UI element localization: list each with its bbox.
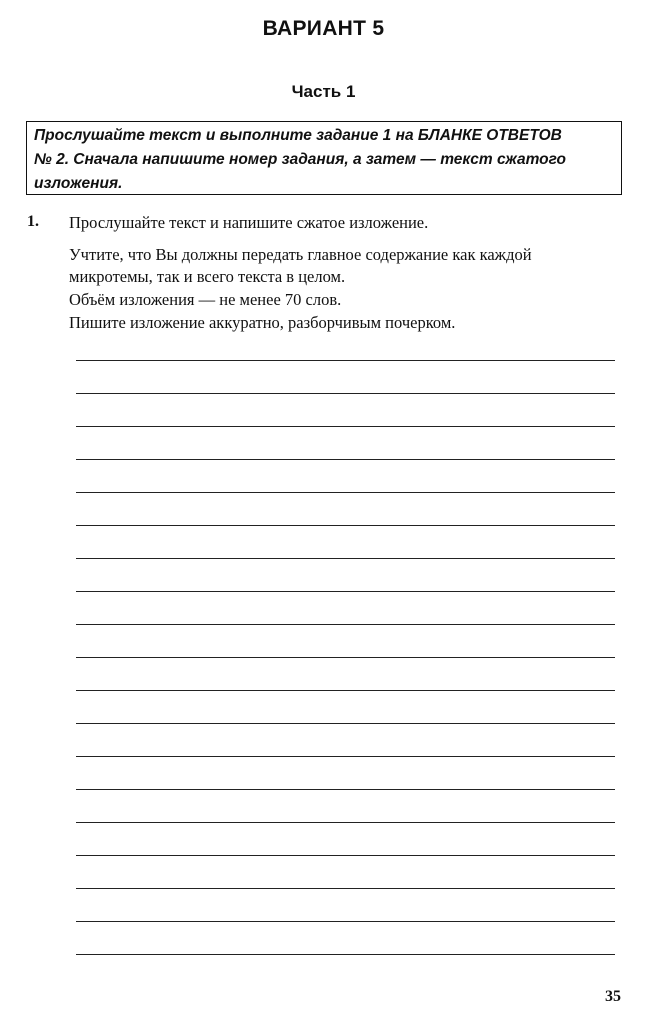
writing-line[interactable] bbox=[76, 822, 615, 823]
writing-line[interactable] bbox=[76, 657, 615, 658]
task-line: Учтите, что Вы должны передать главное содержание как каждой bbox=[69, 245, 532, 264]
writing-line[interactable] bbox=[76, 756, 615, 757]
writing-line[interactable] bbox=[76, 723, 615, 724]
instruction-line: Прослушайте текст и выполните задание 1 на БЛАНКЕ ОТВЕТОВ bbox=[34, 127, 562, 144]
instruction-box bbox=[26, 121, 622, 195]
writing-line[interactable] bbox=[76, 492, 615, 493]
writing-line[interactable] bbox=[76, 426, 615, 427]
writing-line[interactable] bbox=[76, 360, 615, 361]
writing-line[interactable] bbox=[76, 921, 615, 922]
writing-line[interactable] bbox=[76, 888, 615, 889]
writing-line[interactable] bbox=[76, 591, 615, 592]
writing-line[interactable] bbox=[76, 789, 615, 790]
writing-line[interactable] bbox=[76, 558, 615, 559]
instruction-line: изложения. bbox=[34, 175, 123, 192]
writing-line[interactable] bbox=[76, 624, 615, 625]
task-line: микротемы, так и всего текста в целом. bbox=[69, 267, 346, 286]
task-number: 1. bbox=[27, 213, 39, 230]
writing-line[interactable] bbox=[76, 525, 615, 526]
writing-line[interactable] bbox=[76, 393, 615, 394]
task-line: Пишите изложение аккуратно, разборчивым почерком. bbox=[69, 313, 456, 332]
task-line: Объём изложения — не менее 70 слов. bbox=[69, 290, 342, 309]
task-line: Прослушайте текст и напишите сжатое изложение. bbox=[69, 213, 429, 232]
page-number: 35 bbox=[605, 988, 621, 1005]
writing-line[interactable] bbox=[76, 459, 615, 460]
writing-line[interactable] bbox=[76, 855, 615, 856]
writing-line[interactable] bbox=[76, 954, 615, 955]
instruction-line: № 2. Сначала напишите номер задания, а затем — текст сжатого bbox=[34, 151, 567, 168]
page-title: ВАРИАНТ 5 bbox=[262, 17, 385, 40]
writing-line[interactable] bbox=[76, 690, 615, 691]
part-heading: Часть 1 bbox=[291, 82, 356, 101]
